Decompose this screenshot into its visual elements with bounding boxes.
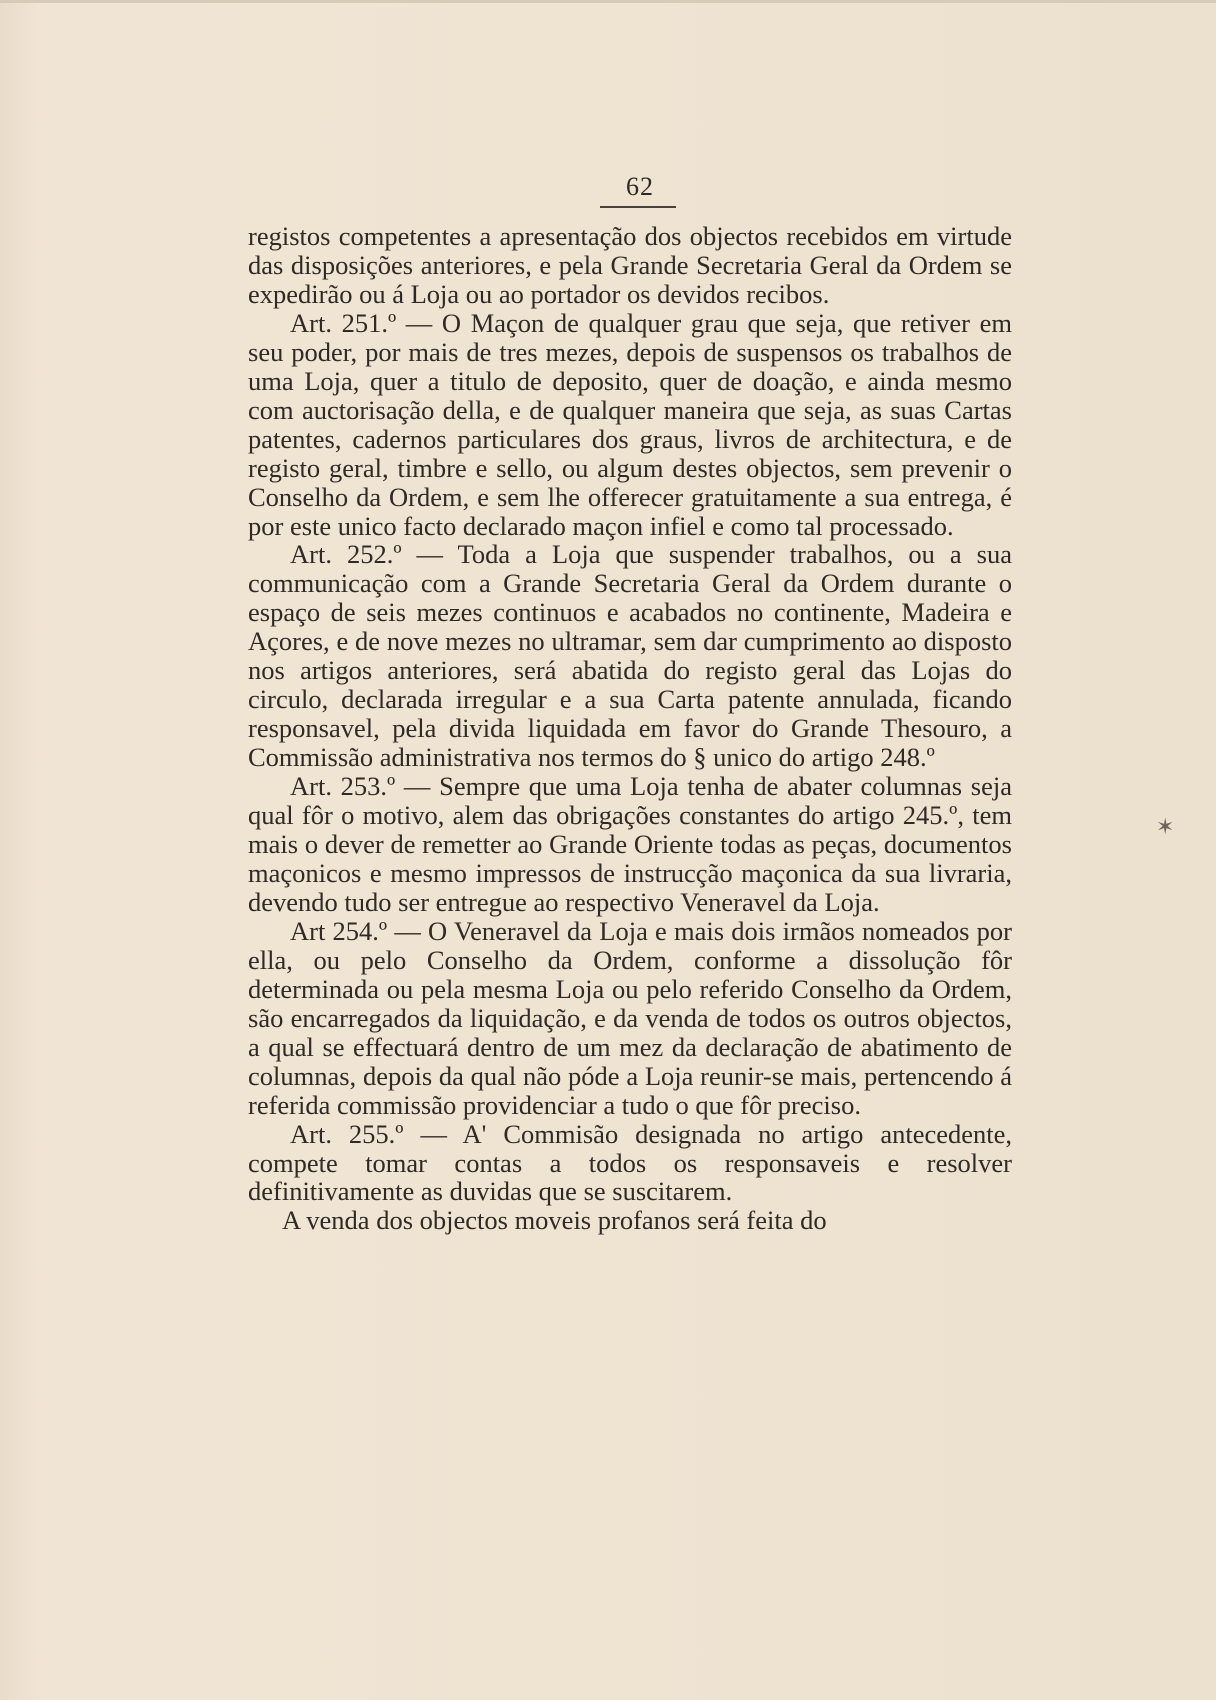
paragraph-art-255: Art. 255.º — A' Commisão designada no artigo antecedente, compete tomar contas a todos os responsaveis e resolver definitivamente as duvidas que se suscitarem. (248, 1118, 1012, 1207)
paragraph-continuation: registos competentes a apresentação dos objectos recebidos em virtude das disposições anteriores, e pela Grande Secretaria Geral da Ordem se expedirão ou á Loja ou ao portador os devidos recibos. (248, 221, 1012, 309)
ink-smudge-icon: ✶ (1156, 814, 1175, 839)
paragraph-art-252: Art. 252.º — Toda a Loja que suspender trabalhos, ou a sua communicação com a Grande Secretaria Geral da Ordem durante o espaço de seis mezes continuos e acabados no continente, Madeira e Açores, e de nove mezes no ultramar, sem dar cumprimento ao disposto nos artigos anteriores, será abatida do registo geral das Lojas do circulo, declarada irregular e a sua Carta patente annulada, ficando responsavel, pela divida liquidada em favor do Grande Thesouro, a Commissão administrativa nos termos do § unico do artigo 248.º (248, 539, 1012, 773)
page-number: 62 (626, 172, 654, 201)
page-number-rule (600, 206, 676, 208)
paragraph-art-253: Art. 253.º — Sempre que uma Loja tenha de abater columnas seja qual fôr o motivo, alem das obrigações constantes do artigo 245.º, tem mais o dever de remetter ao Grande Oriente todas as peças, documentos maçonicos e mesmo impressos de instrucção maçonica da sua livraria, devendo tudo ser entregue ao respectivo Veneravel da Loja. (248, 771, 1012, 917)
paragraph-final: A venda dos objectos moveis profanos será feita do (282, 1205, 827, 1236)
page-edge (0, 0, 1216, 3)
paragraph-art-251: Art. 251.º — O Maçon de qualquer grau que seja, que retiver em seu poder, por mais de tres mezes, depois de suspensos os trabalhos de uma Loja, quer a titulo de deposito, quer de doação, e ainda mesmo com auctorisação della, e de qualquer maneira que seja, as suas Cartas patentes, cadernos particulares dos graus, livros de architectura, e de registo geral, timbre e sello, ou algum destes objectos, sem prevenir o Conselho da Ordem, e sem lhe offerecer gratuitamente a sua entrega, é por este unico facto declarado maçon infiel e como tal processado. (248, 307, 1012, 541)
page-body (248, 222, 1012, 1235)
paragraph-art-254: Art 254.º — O Veneravel da Loja e mais dois irmãos nomeados por ella, ou pelo Conselho da Ordem, conforme a dissolução fôr determinada ou pela mesma Loja ou pelo referido Conselho da Ordem, são encarregados da liquidação, e da venda de todos os outros objectos, a qual se effectuará dentro de um mez da declaração de abatimento de columnas, depois da qual não póde a Loja reunir-se mais, pertencendo á referida commissão providenciar a tudo o que fôr preciso. (248, 915, 1012, 1120)
